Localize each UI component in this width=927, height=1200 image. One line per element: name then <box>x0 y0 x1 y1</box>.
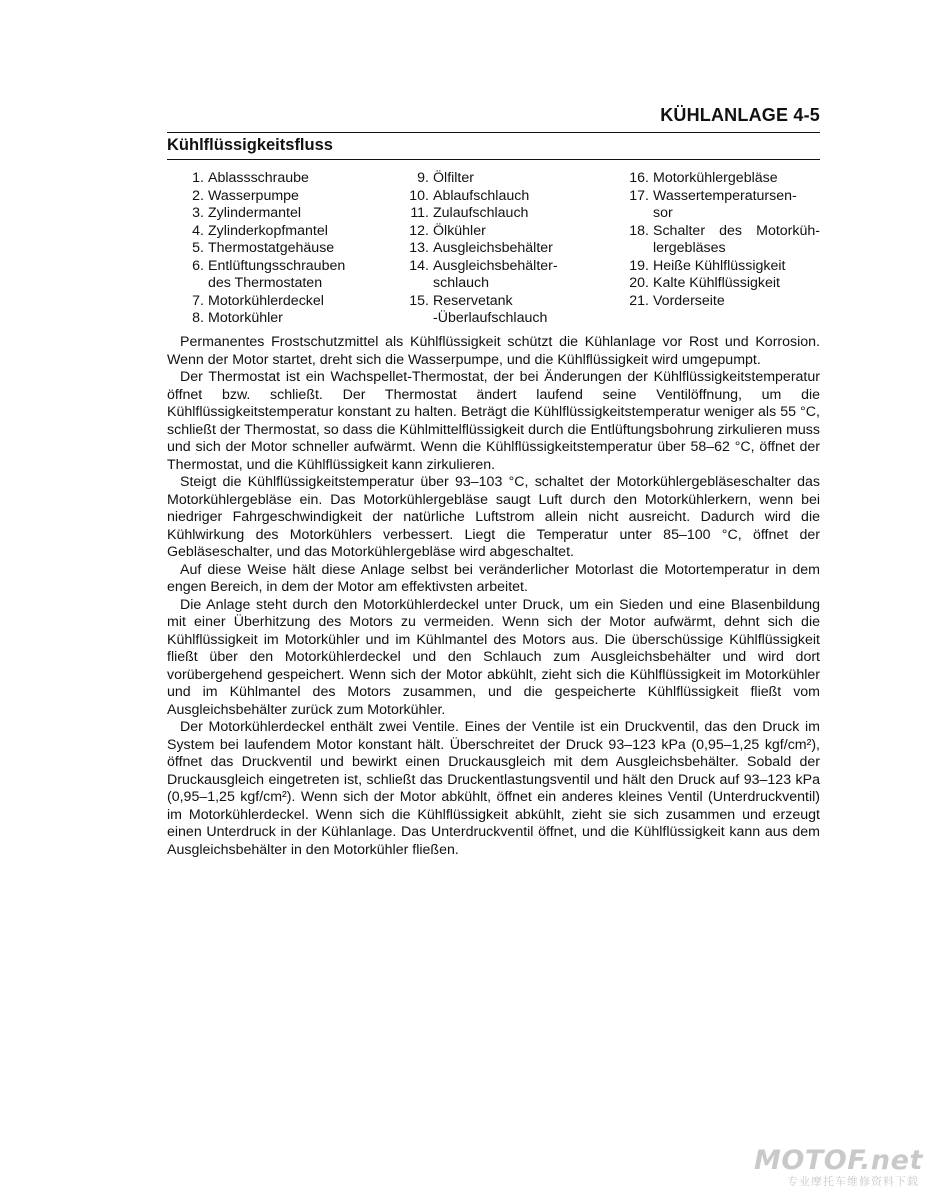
watermark-logo: MOTOF.net <box>754 1145 923 1176</box>
legend-item-number: 14. <box>409 257 429 274</box>
legend-item-number: 17. <box>629 187 649 204</box>
legend-item <box>617 258 820 276</box>
legend-item-number <box>392 275 433 293</box>
legend-item-number: 11. <box>410 205 429 221</box>
legend-item-label: Thermostatgehäuse <box>208 240 335 256</box>
legend-item <box>392 188 592 206</box>
legend-item <box>392 310 592 328</box>
section-title: Kühlflüssigkeitsfluss <box>167 134 820 160</box>
legend-item <box>167 188 367 206</box>
legend-item <box>392 293 592 311</box>
legend-item-label: Ablassschraube <box>208 170 309 186</box>
legend-item-label: Wassertemperatursen- <box>653 187 797 204</box>
legend-item <box>392 258 592 276</box>
body-paragraph: Die Anlage steht durch den Motorkühlerdeckel unter Druck, um ein Sieden und eine Blasenbildung mit einer Überhitzung des Motors zu vermeiden. Wenn sich der Motor aufwärmt, dehnt sich die Kühlflüssigkeit im Motorkühler und im Kühlmantel des Motors aus. Die überschüssige Kühlflüssigkeit fließt über den Motorkühlerdeckel und den Schlauch zum Ausgleichsbehälter und wird dort vorübergehend gespeichert. Wenn sich der Motor abkühlt, zieht sich die Kühlflüssigkeit im Motorkühler und im Kühlmantel des Motors zusammen, und die gespeicherte Kühlflüssigkeit fließt vom Ausgleichsbehälter zurück zum Motorkühler. <box>167 596 820 718</box>
legend-item <box>617 223 820 241</box>
legend-item <box>167 258 367 276</box>
legend-item-label: Vorderseite <box>653 292 725 309</box>
legend-item-label: Zulaufschlauch <box>433 205 529 221</box>
legend-item-number <box>392 310 433 328</box>
legend-item-label: Wasserpumpe <box>208 187 299 204</box>
watermark-subtitle: 专业摩托车维修资料下载 <box>787 1175 919 1188</box>
legend-item <box>617 293 820 311</box>
legend-item-label: Kalte Kühlflüssigkeit <box>653 275 780 291</box>
legend-item-number: 13. <box>409 240 429 256</box>
body-text <box>167 334 820 859</box>
legend-item <box>167 240 367 258</box>
legend-item-label: -Überlaufschlauch <box>433 310 548 326</box>
legend-item-number: 3. <box>192 205 204 221</box>
legend-item-label: Zylinderkopfmantel <box>208 222 328 239</box>
legend-item-label: Heiße Kühlflüssigkeit <box>653 257 786 274</box>
legend-item-number: 18. <box>629 222 649 239</box>
legend-item <box>617 240 820 258</box>
legend-item <box>617 170 820 188</box>
body-paragraph: Auf diese Weise hält diese Anlage selbst bei veränderlicher Motorlast die Motortemperatur in dem engen Bereich, in dem der Motor am effektivsten arbeitet. <box>167 561 820 595</box>
legend-item-label: Ausgleichsbehälter- <box>433 257 558 274</box>
legend-item <box>617 205 820 223</box>
legend-item <box>167 275 367 293</box>
legend-item <box>617 275 820 293</box>
legend-item-label: Motorkühler <box>208 310 283 326</box>
chapter-page-title: KÜHLANLAGE 4-5 <box>660 105 820 125</box>
legend-item-label: Entlüftungsschrauben <box>208 257 346 274</box>
legend-item <box>617 188 820 206</box>
legend-item <box>392 170 592 188</box>
body-paragraph: Der Thermostat ist ein Wachspellet-Thermostat, der bei Änderungen der Kühlflüssigkeitstemperatur öffnet bzw. schließt. Der Thermostat ändert laufend seine Ventilöffnung, um die Kühlflüssigkeitstemperatur konstant zu halten. Beträgt die Kühlflüssigkeitstemperatur weniger als 55 °C, schließt der Thermostat, so dass die Kühlmittelflüssigkeit durch die Entlüftungsbohrung zirkulieren muss und sich der Motor schneller aufwärmt. Wenn die Kühlflüssigkeitstemperatur über 58–62 °C, öffnet der Thermostat, und die Kühlflüssigkeit kann zirkulieren. <box>167 369 820 473</box>
legend-item <box>167 293 367 311</box>
legend-item-label: Ablaufschlauch <box>433 187 530 204</box>
legend-column-3 <box>617 170 820 310</box>
legend-column-2 <box>392 170 592 328</box>
legend-item-label: Motorkühlergebläse <box>653 170 778 186</box>
legend-item-number: 21. <box>629 292 649 309</box>
legend-item-number: 16. <box>629 170 649 186</box>
legend-item-label: schlauch <box>433 275 489 291</box>
legend-item-label: Ausgleichsbehälter <box>433 240 553 256</box>
legend-item <box>392 275 592 293</box>
legend-item <box>392 240 592 258</box>
legend-item-number: 4. <box>192 222 204 239</box>
legend-item-label: Schalter des Motorküh- <box>653 222 820 239</box>
legend-item-number <box>617 205 653 223</box>
legend-item <box>167 310 367 328</box>
legend-item <box>392 223 592 241</box>
legend-item-label: lergebläses <box>653 240 726 256</box>
legend-item-label: Ölkühler <box>433 222 486 239</box>
legend-item-number: 15. <box>409 292 429 309</box>
watermark <box>754 1145 923 1188</box>
legend-item-number: 12. <box>409 222 429 239</box>
legend-item-number: 20. <box>629 275 649 291</box>
page-header <box>167 102 820 133</box>
parts-legend <box>167 170 820 330</box>
legend-item-number: 10. <box>409 187 429 204</box>
legend-item <box>167 205 367 223</box>
legend-item-label: des Thermostaten <box>208 275 323 291</box>
legend-item-number: 6. <box>192 257 204 274</box>
body-paragraph: Permanentes Frostschutzmittel als Kühlflüssigkeit schützt die Kühlanlage vor Rost und Korrosion. Wenn der Motor startet, dreht sich die Wasserpumpe, und die Kühlflüssigkeit wird umgepumpt. <box>167 334 820 368</box>
legend-item-number: 5. <box>192 240 204 256</box>
legend-item-number <box>617 240 653 258</box>
legend-item <box>167 223 367 241</box>
legend-item-number: 1. <box>192 170 204 186</box>
legend-item-label: Motorkühlerdeckel <box>208 292 324 309</box>
legend-item-label: Zylindermantel <box>208 205 302 221</box>
legend-item-number: 7. <box>192 292 204 309</box>
legend-item <box>392 205 592 223</box>
legend-item-number <box>167 275 208 293</box>
legend-item-number: 19. <box>629 257 649 274</box>
legend-item-number: 8. <box>192 310 204 326</box>
body-paragraph: Steigt die Kühlflüssigkeitstemperatur über 93–103 °C, schaltet der Motorkühlergebläseschalter das Motorkühlergebläse ein. Das Motorkühlergebläse saugt Luft durch den Motorkühlerkern, wenn bei niedriger Fahrgeschwindigkeit der natürliche Luftstrom allein nicht ausreicht. Dadurch wird die Kühlwirkung des Motorkühlers verbessert. Liegt die Temperatur unter 85–100 °C, öffnet der Gebläseschalter, und das Motorkühlergebläse wird abgeschaltet. <box>167 474 820 560</box>
legend-item <box>167 170 367 188</box>
legend-item-number: 2. <box>192 187 204 204</box>
legend-column-1 <box>167 170 367 328</box>
body-paragraph: Der Motorkühlerdeckel enthält zwei Ventile. Eines der Ventile ist ein Druckventil, das den Druck im System bei laufendem Motor konstant hält. Überschreitet der Druck 93–123 kPa (0,95–1,25 kgf/cm²), öffnet das Druckventil und bewirkt einen Druckausgleich mit dem Ausgleichsbehälter. Sobald der Druckausgleich eingetreten ist, schließt das Druckentlastungsventil und hält den Druck auf 93–123 kPa (0,95–1,25 kgf/cm²). Wenn sich der Motor abkühlt, öffnet ein anderes kleines Ventil (Unterdruckventil) im Motorkühlerdeckel. Wenn sich die Kühlflüssigkeit abkühlt, zieht sie sich zusammen und erzeugt einen Unterdruck in der Kühlanlage. Das Unterdruckventil öffnet, und die Kühlflüssigkeit kann aus dem Ausgleichsbehälter in den Motorkühler fließen. <box>167 719 820 858</box>
legend-item-label: sor <box>653 205 673 221</box>
legend-item-label: Reservetank <box>433 292 513 309</box>
legend-item-number: 9. <box>417 170 429 186</box>
legend-item-label: Ölfilter <box>433 170 474 186</box>
